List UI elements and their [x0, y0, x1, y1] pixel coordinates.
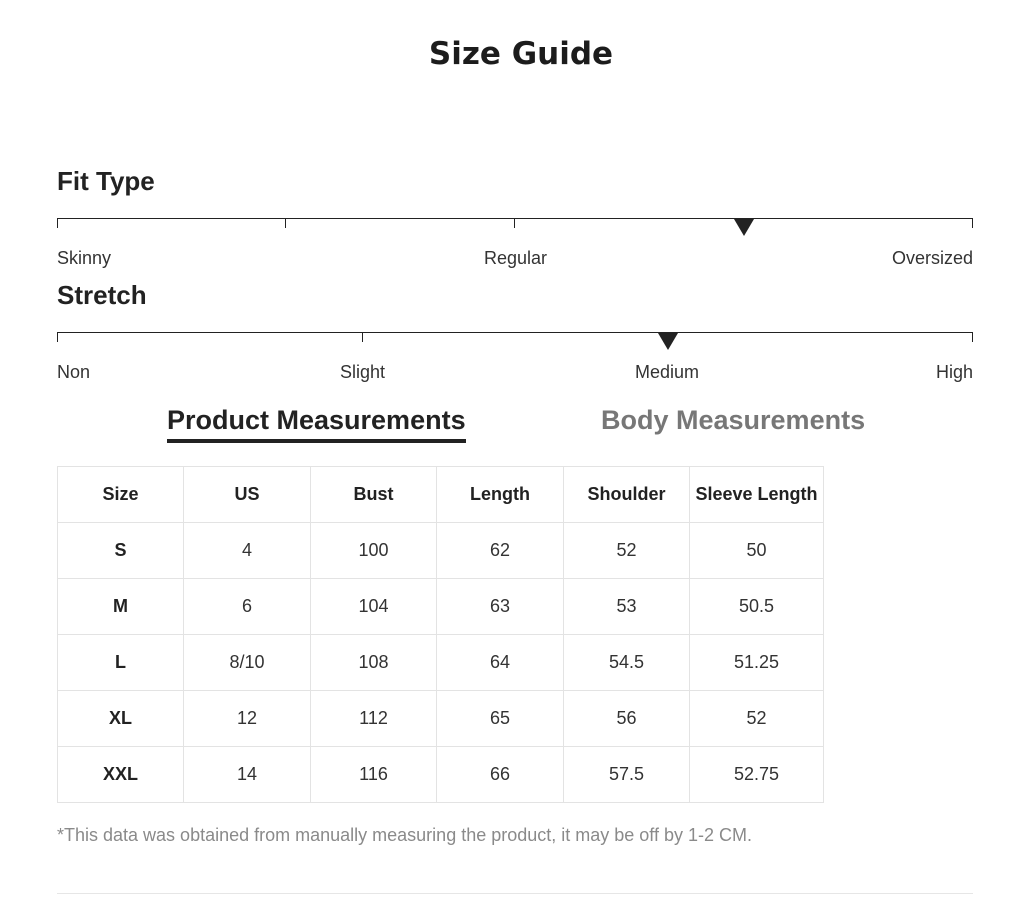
stretch-label-medium: Medium	[635, 362, 700, 382]
bust-cell: 112	[311, 691, 437, 747]
size-cell: XXL	[58, 747, 184, 803]
sleeve-length-cell: 51.25	[690, 635, 824, 691]
size-cell: XL	[58, 691, 184, 747]
table-header-row	[58, 467, 824, 523]
us-cell: 4	[184, 523, 311, 579]
table-row	[58, 523, 824, 579]
length-cell: 63	[437, 579, 564, 635]
table-row	[58, 747, 824, 803]
tab-body-measurements[interactable]: Body Measurements	[601, 405, 866, 435]
size-cell: M	[58, 579, 184, 635]
column-header-length: Length	[437, 467, 564, 523]
column-header-bust: Bust	[311, 467, 437, 523]
stretch-tick	[972, 332, 973, 342]
fit-type-title: Fit Type	[57, 166, 155, 196]
size-cell: L	[58, 635, 184, 691]
fit-type-label-oversized: Oversized	[891, 248, 973, 268]
column-header-us: US	[184, 467, 311, 523]
length-cell: 66	[437, 747, 564, 803]
fit-type-tick	[514, 218, 515, 228]
stretch-label-non: Non	[57, 362, 91, 382]
fit-type-marker	[734, 219, 754, 236]
size-cell: S	[58, 523, 184, 579]
measurement-note: *This data was obtained from manually measuring the product, it may be off by 1-2 CM.	[57, 825, 753, 845]
sleeve-length-cell: 50.5	[690, 579, 824, 635]
fit-type-tick	[57, 218, 58, 228]
shoulder-cell: 57.5	[564, 747, 690, 803]
shoulder-cell: 56	[564, 691, 690, 747]
stretch-scale-line	[57, 332, 973, 333]
us-cell: 6	[184, 579, 311, 635]
sleeve-length-cell: 52	[690, 691, 824, 747]
tab-product-measurements[interactable]: Product Measurements	[167, 405, 466, 443]
shoulder-cell: 54.5	[564, 635, 690, 691]
fit-type-label-skinny: Skinny	[57, 248, 112, 268]
us-cell: 8/10	[184, 635, 311, 691]
table-row	[58, 635, 824, 691]
table-row	[58, 691, 824, 747]
fit-type-scale	[57, 218, 973, 230]
column-header-sleeve-length: Sleeve Length	[690, 467, 824, 523]
stretch-scale	[57, 332, 973, 344]
column-header-size: Size	[58, 467, 184, 523]
fit-type-labels	[57, 248, 973, 270]
length-cell: 65	[437, 691, 564, 747]
stretch-label-slight: Slight	[340, 362, 386, 382]
stretch-label-high: High	[935, 362, 973, 382]
length-cell: 64	[437, 635, 564, 691]
length-cell: 62	[437, 523, 564, 579]
shoulder-cell: 52	[564, 523, 690, 579]
us-cell: 14	[184, 747, 311, 803]
shoulder-cell: 53	[564, 579, 690, 635]
fit-type-scale-line	[57, 218, 973, 219]
sleeve-length-cell: 52.75	[690, 747, 824, 803]
sleeve-length-cell: 50	[690, 523, 824, 579]
bust-cell: 108	[311, 635, 437, 691]
fit-type-label-regular: Regular	[484, 248, 548, 268]
stretch-title: Stretch	[57, 280, 147, 310]
size-table	[57, 466, 824, 803]
stretch-marker	[658, 333, 678, 350]
stretch-labels	[57, 362, 973, 384]
column-header-shoulder: Shoulder	[564, 467, 690, 523]
page-title: Size Guide	[428, 36, 614, 72]
fit-type-tick	[285, 218, 286, 228]
bust-cell: 116	[311, 747, 437, 803]
table-row	[58, 579, 824, 635]
us-cell: 12	[184, 691, 311, 747]
bust-cell: 100	[311, 523, 437, 579]
divider	[57, 893, 973, 894]
stretch-tick	[57, 332, 58, 342]
fit-type-tick	[972, 218, 973, 228]
stretch-tick	[362, 332, 363, 342]
bust-cell: 104	[311, 579, 437, 635]
